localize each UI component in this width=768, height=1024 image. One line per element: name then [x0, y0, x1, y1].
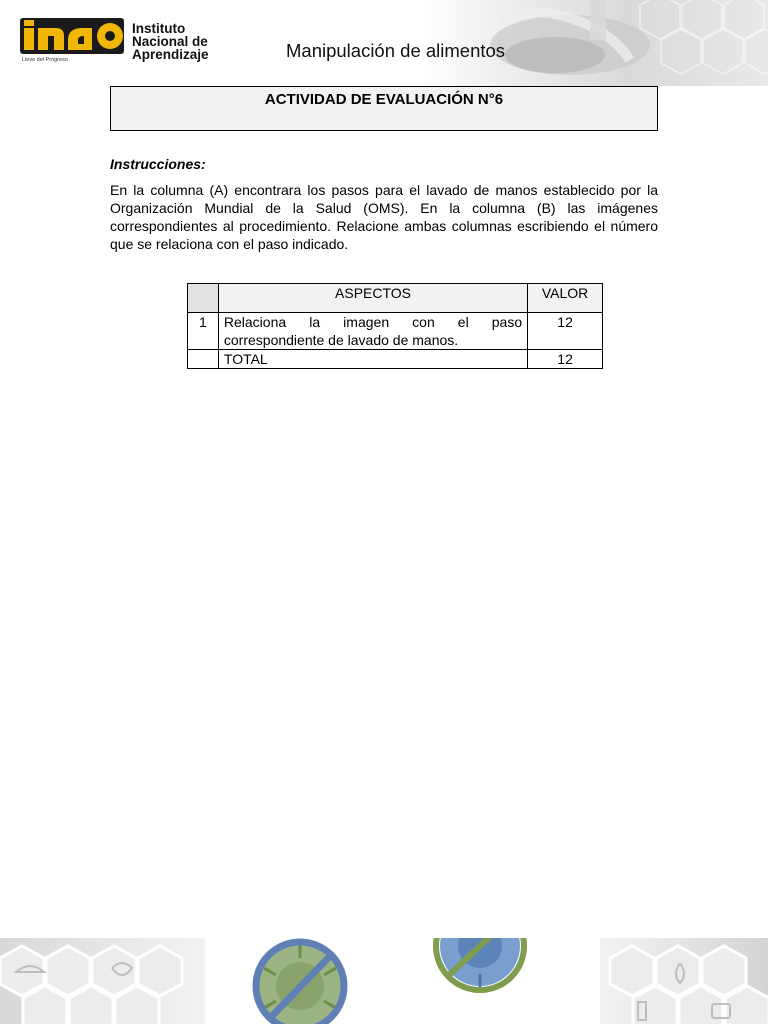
instructions-text: En la columna (A) encontrara los pasos para el lavado de manos establecido por la Organización Mundial de la Salud (OMS). En la columna (B) las imágenes correspondientes al procedimiento. Relacione ambas columnas escribiendo el número que se relaciona con el paso indicado.: [110, 182, 658, 252]
prohibited-virus-icon-2: [436, 938, 524, 990]
table-header-row: [188, 284, 603, 313]
logo-line-2: Nacional de: [132, 34, 208, 49]
row-aspect-cell: Relaciona la imagen con el paso correspondiente de lavado de manos.: [218, 313, 527, 350]
header-aspects-cell: ASPECTOS: [218, 284, 527, 313]
row-value-cell: 12: [528, 313, 603, 350]
header-num-cell: [188, 284, 219, 313]
ina-logo: [20, 18, 220, 68]
aspects-table: [187, 283, 603, 369]
row-num-cell: 1: [188, 313, 219, 350]
logo-line-1: Instituto: [132, 21, 186, 36]
page-header: [0, 0, 768, 86]
logo-institution-name: [132, 22, 209, 61]
total-label-cell: TOTAL: [218, 350, 527, 369]
header-value-cell: VALOR: [528, 284, 603, 313]
header-title: Manipulación de alimentos: [286, 40, 506, 61]
instructions-label: Instrucciones:: [110, 156, 206, 172]
total-value-cell: 12: [528, 350, 603, 369]
total-num-cell: [188, 350, 219, 369]
footer-hexagon-pattern: [0, 938, 768, 1024]
table-row: [188, 313, 603, 350]
logo-line-3: Aprendizaje: [132, 47, 209, 62]
table-total-row: [188, 350, 603, 369]
evaluation-title: ACTIVIDAD DE EVALUACIÓN N°6: [264, 91, 504, 108]
logo-tagline: Lleve del Progreso: [22, 57, 68, 63]
prohibited-virus-icon-1: [256, 942, 344, 1024]
page-footer-decoration: [0, 938, 768, 1024]
evaluation-title-box: [110, 86, 658, 131]
